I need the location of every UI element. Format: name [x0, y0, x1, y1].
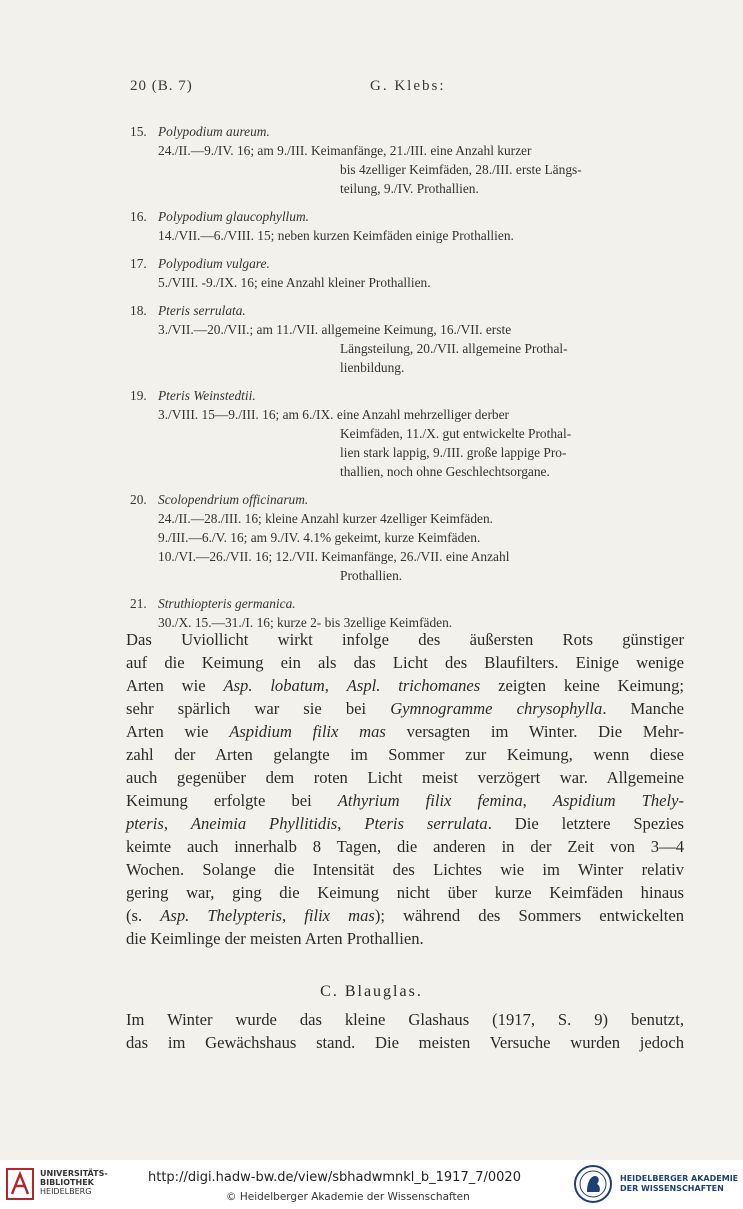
species-name: Struthiopteris germanica. — [158, 596, 296, 611]
entry-line: 30./X. 15.—31./I. 16; kurze 2- bis 3zellige Keimfäden. — [158, 615, 453, 630]
species-entry — [130, 594, 686, 632]
entry-line: 3./VIII. 15—9./III. 16; am 6./IX. eine Anzahl mehrzelliger derber — [158, 407, 510, 422]
paragraph-line: zahl der Arten gelangte im Sommer zur Keimung, wenn diese — [126, 745, 684, 764]
paragraph-line: sehr spärlich war sie bei Gymnogramme chrysophylla. Manche — [126, 699, 684, 718]
section-heading: C. Blauglas. — [320, 983, 423, 1000]
university-library-logo-icon — [6, 1168, 34, 1200]
library-name: UNIVERSITÄTS- BIBLIOTHEK HEIDELBERG — [40, 1169, 108, 1196]
paragraph-line: (s. Asp. Thelypteris, filix mas); während des Sommers entwickelten — [126, 906, 685, 925]
species-entry — [130, 254, 686, 292]
paragraph-line: pteris, Aneimia Phyllitidis, Pteris serrulata. Die letztere Spezies — [126, 814, 685, 833]
paragraph-line: Im Winter wurde das kleine Glashaus (1917, S. 9) benutzt, — [126, 1010, 684, 1029]
author-heading: G. Klebs: — [370, 78, 446, 94]
copyright-notice: © Heidelberger Akademie der Wissenschaften — [226, 1191, 470, 1203]
species-name: Scolopendrium officinarum. — [158, 492, 309, 507]
species-list — [130, 122, 686, 641]
entry-number: 20. — [130, 492, 147, 507]
entry-line: bis 4zelliger Keimfäden, 28./III. erste Längs- — [340, 162, 582, 177]
entry-number: 21. — [130, 596, 147, 611]
entry-number: 15. — [130, 124, 147, 139]
entry-line: Längsteilung, 20./VII. allgemeine Prothal- — [340, 341, 568, 356]
page-number: 20 (B. 7) — [130, 78, 193, 94]
entry-line: 24./II.—9./IV. 16; am 9./III. Keimanfänge, 21./III. eine Anzahl kurzer — [158, 143, 532, 158]
species-entry — [130, 301, 686, 377]
permalink-link[interactable]: http://digi.hadw-bw.de/view/sbhadwmnkl_b_1917_7/0020 — [148, 1170, 521, 1185]
entry-line: 24./II.—28./III. 16; kleine Anzahl kurzer 4zelliger Keimfäden. — [158, 511, 494, 526]
paragraph-line: das im Gewächshaus stand. Die meisten Versuche wurden jedoch — [126, 1033, 684, 1052]
paragraph-line: Arten wie Aspidium filix mas versagten im Winter. Die Mehr- — [126, 722, 684, 741]
species-name: Polypodium glaucophyllum. — [158, 209, 309, 224]
body-paragraph-2 — [126, 1008, 684, 1054]
paragraph-line: gering war, ging die Keimung nicht über kurze Keimfäden hinaus — [126, 883, 684, 902]
species-name: Polypodium vulgare. — [158, 256, 270, 271]
paragraph-line: keimte auch innerhalb 8 Tagen, die anderen in der Zeit von 3—4 — [126, 837, 684, 856]
entry-line: 3./VII.—20./VII.; am 11./VII. allgemeine Keimung, 16./VII. erste — [158, 322, 512, 337]
academy-name: HEIDELBERGER AKADEMIE DER WISSENSCHAFTEN — [620, 1174, 739, 1193]
entry-line: 14./VII.—6./VIII. 15; neben kurzen Keimfäden einige Prothallien. — [158, 228, 514, 243]
paragraph-line: Keimung erfolgte bei Athyrium filix femina, Aspidium Thely- — [126, 791, 684, 810]
entry-number: 19. — [130, 388, 147, 403]
paragraph-line: Wochen. Solange die Intensität des Lichtes wie im Winter relativ — [126, 860, 684, 879]
entry-line: Keimfäden, 11./X. gut entwickelte Prothal- — [340, 426, 572, 441]
entry-number: 18. — [130, 303, 147, 318]
paragraph-line: Das Uviollicht wirkt infolge des äußersten Rots günstiger — [126, 630, 684, 649]
entry-number: 17. — [130, 256, 147, 271]
entry-line: 5./VIII. -9./IX. 16; eine Anzahl kleiner Prothallien. — [158, 275, 431, 290]
species-name: Pteris serrulata. — [158, 303, 246, 318]
body-paragraph-1 — [126, 628, 684, 950]
entry-number: 16. — [130, 209, 147, 224]
species-entry — [130, 490, 686, 585]
entry-line: lienbildung. — [340, 360, 405, 375]
entry-line: 9./III.—6./V. 16; am 9./IV. 4.1% gekeimt, kurze Keimfäden. — [158, 530, 481, 545]
viewer-footer — [0, 1160, 743, 1209]
paragraph-line: auf die Keimung ein als das Licht des Blaufilters. Einige wenige — [126, 653, 684, 672]
species-name: Polypodium aureum. — [158, 124, 270, 139]
academy-seal-icon — [573, 1164, 613, 1204]
paragraph-line: Arten wie Asp. lobatum, Aspl. trichomanes zeigten keine Keimung; — [126, 676, 684, 695]
species-entry — [130, 207, 686, 245]
entry-line: thallien, noch ohne Geschlechtsorgane. — [340, 464, 550, 479]
entry-line: Prothallien. — [340, 568, 403, 583]
entry-line: teilung, 9./IV. Prothallien. — [340, 181, 479, 196]
species-entry — [130, 386, 686, 481]
paragraph-line: auch gegenüber dem roten Licht meist verzögert war. Allgemeine — [126, 768, 684, 787]
species-entry — [130, 122, 686, 198]
entry-line: lien stark lappig, 9./III. große lappige Pro- — [340, 445, 567, 460]
species-name: Pteris Weinstedtii. — [158, 388, 256, 403]
paragraph-line: die Keimlinge der meisten Arten Prothallien. — [126, 929, 424, 948]
entry-line: 10./VI.—26./VII. 16; 12./VII. Keimanfänge, 26./VII. eine Anzahl — [158, 549, 510, 564]
